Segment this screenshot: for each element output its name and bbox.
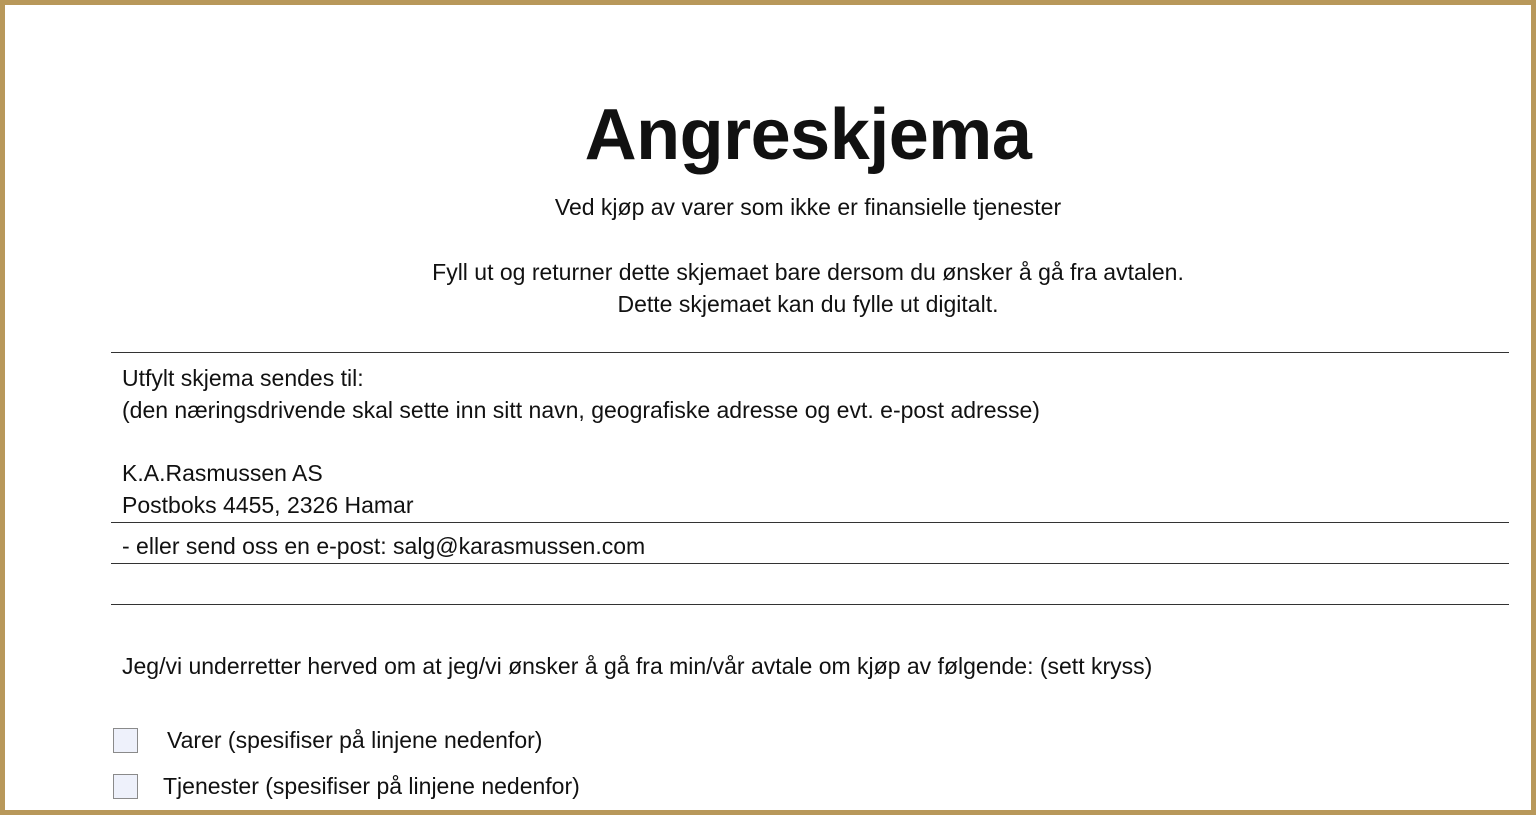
form-subtitle: Ved kjøp av varer som ikke er finansielle tjenester	[554, 194, 1062, 220]
recipient-email-line: - eller send oss en e-post: salg@karasmussen.com	[122, 533, 646, 559]
recipient-heading: Utfylt skjema sendes til:	[122, 365, 364, 391]
goods-checkbox-label: Varer (spesifiser på linjene nedenfor)	[167, 727, 543, 753]
recipient-address: Postboks 4455, 2326 Hamar	[122, 492, 414, 518]
declaration-text: Jeg/vi underretter herved om at jeg/vi ønsker å gå fra min/vår avtale om kjøp av følgende: (sett kryss)	[122, 653, 1153, 679]
goods-checkbox[interactable]	[113, 728, 138, 753]
services-checkbox-label: Tjenester (spesifiser på linjene nedenfor)	[163, 773, 580, 799]
intro-line-1: Fyll ut og returner dette skjemaet bare dersom du ønsker å gå fra avtalen.	[432, 259, 1184, 285]
services-checkbox[interactable]	[113, 774, 138, 799]
divider-blank-line	[111, 604, 1509, 605]
option-goods-row	[113, 725, 542, 755]
divider-email	[111, 563, 1509, 564]
form-title: Angreskjema	[584, 95, 1032, 175]
intro-line-2: Dette skjemaet kan du fylle ut digitalt.	[617, 291, 999, 317]
recipient-company: K.A.Rasmussen AS	[122, 460, 323, 486]
option-services-row	[113, 771, 580, 801]
divider-address	[111, 522, 1509, 523]
recipient-note: (den næringsdrivende skal sette inn sitt navn, geografiske adresse og evt. e-post adresse)	[122, 397, 1040, 423]
divider-top	[111, 352, 1509, 353]
